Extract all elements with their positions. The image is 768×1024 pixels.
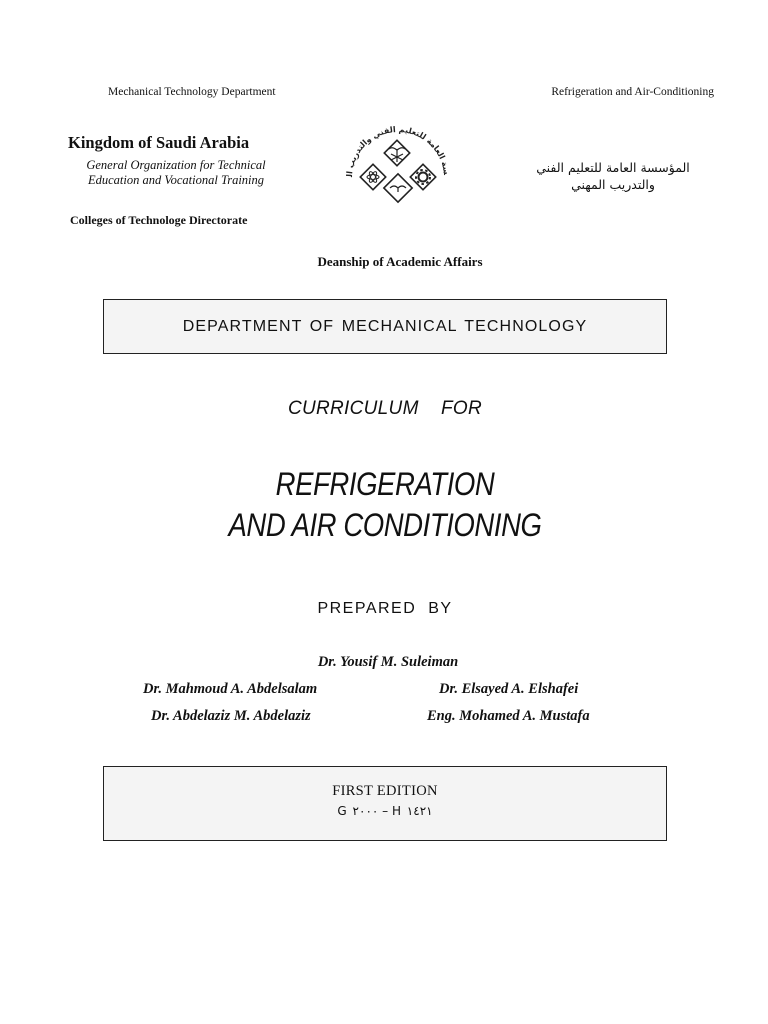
author-lead: Dr. Yousif M. Suleiman — [317, 654, 459, 670]
kingdom-name: Kingdom of Saudi Arabia — [68, 133, 250, 152]
organization-name-ar-line1: المؤسسة العامة للتعليم الفني — [536, 160, 690, 175]
organization-name-ar-line2: والتدريب المهني — [571, 177, 655, 192]
author-left-2: Dr. Abdelaziz M. Abdelaziz — [151, 708, 311, 724]
logo-arc-text: سة العامة للتعليم الفني والتدريب ال — [344, 126, 452, 178]
document-title — [54, 464, 716, 546]
prepared-by-label: PREPARED BY — [317, 600, 453, 617]
edition-box — [103, 766, 667, 841]
organization-name-en-line2: Education and Vocational Training — [87, 173, 265, 187]
author-left-1: Dr. Mahmoud A. Abdelsalam — [143, 681, 318, 697]
author-right-2: Eng. Mohamed A. Mustafa — [427, 708, 590, 724]
header-program: Refrigeration and Air-Conditioning — [551, 86, 714, 98]
organization-name-en-line1: General Organization for Technical — [86, 158, 266, 172]
curriculum-label: CURRICULUM FOR — [287, 398, 483, 419]
document-title-line2: AND AIR CONDITIONING — [228, 507, 542, 543]
organization-name-ar — [510, 159, 716, 193]
organization-logo — [342, 126, 454, 210]
header-department: Mechanical Technology Department — [108, 86, 276, 98]
department-box — [103, 299, 667, 354]
organization-logo-graphic — [342, 126, 454, 210]
department-title: DEPARTMENT OF MECHANICAL TECHNOLOGY — [182, 317, 588, 335]
document-title-line1: REFRIGERATION — [275, 466, 495, 502]
colleges-directorate: Colleges of Technologe Directorate — [70, 213, 248, 227]
edition-date: G ٢٠٠٠ – H ١٤٢١ — [337, 804, 433, 818]
deanship-title: Deanship of Academic Affairs — [317, 254, 483, 269]
edition-label: FIRST EDITION — [332, 783, 438, 799]
organization-name-en — [60, 158, 292, 188]
author-right-1: Dr. Elsayed A. Elshafei — [439, 681, 579, 697]
